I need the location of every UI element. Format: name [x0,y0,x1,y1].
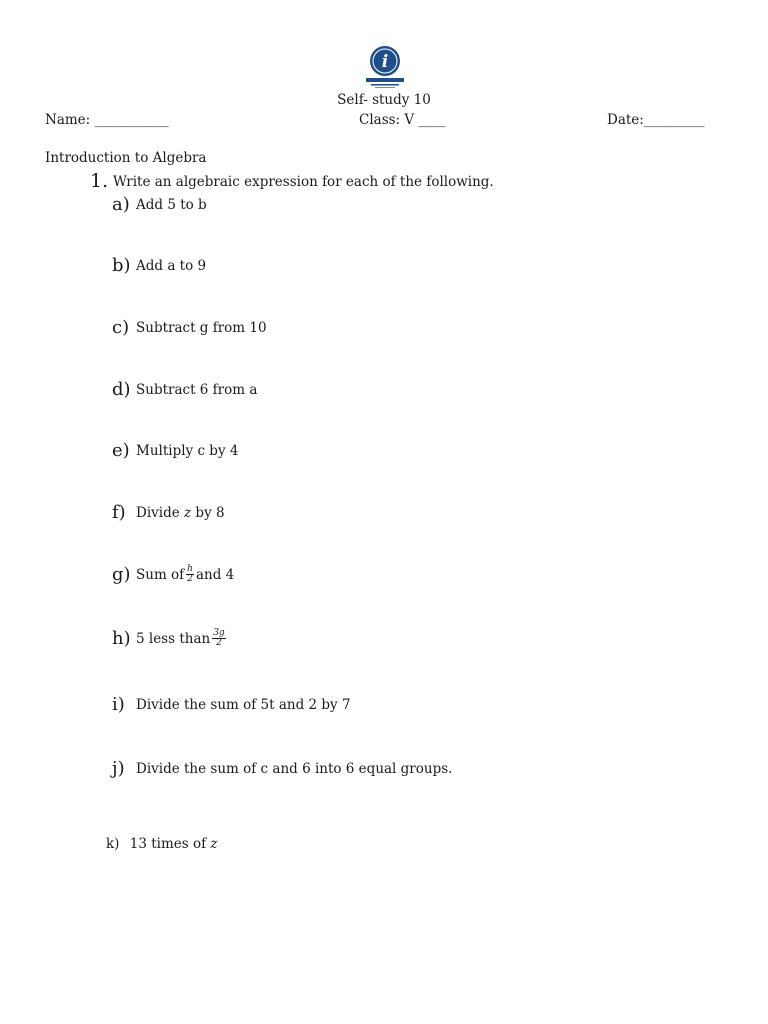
question-item-i [112,694,351,715]
item-label: i) [112,694,125,715]
item-label: h) [112,628,131,649]
page-title: Self- study 10 [337,92,431,108]
item-label: d) [112,379,131,400]
fraction [186,565,194,584]
fraction-numerator: h [187,564,193,574]
item-label: a) [112,194,130,215]
question-number: 1. [90,170,109,192]
fraction [212,629,226,648]
item-label: f) [112,502,126,523]
item-text [136,505,225,521]
item-label: k) [106,836,120,852]
date-field: Date:_________ [607,112,705,128]
name-field: Name: ___________ [45,112,169,128]
item-text-after: and 4 [195,566,235,583]
question-item-g [112,564,234,585]
item-text-before: Sum of [136,566,185,583]
item-label: j) [112,758,125,779]
question-item-h [112,628,228,649]
item-label: c) [112,317,130,338]
question-text: Write an algebraic expression for each of the following. [113,174,494,190]
item-text: Subtract g from 10 [136,319,267,336]
question-item-j [112,758,452,779]
fraction-denominator: 2 [216,638,222,648]
item-text: Subtract 6 from a [136,381,258,398]
item-text: Add a to 9 [136,257,207,274]
item-text-before: 13 times of [129,836,211,852]
item-label: b) [112,255,131,276]
school-logo-icon [361,44,409,92]
item-text [136,629,228,648]
question-item-k [106,836,218,852]
item-text [136,565,234,584]
class-field: Class: V ____ [359,112,446,128]
question-item-c [112,317,267,338]
item-text: Multiply c by 4 [136,442,239,459]
item-variable: z [184,504,192,521]
item-label: e) [112,440,130,461]
fraction-denominator: 2 [187,574,193,584]
item-text-after: by 8 [191,504,225,521]
item-text-before: 5 less than [136,630,211,647]
item-text-before: Divide [136,504,185,521]
item-variable: z [210,836,218,852]
question-item-d [112,379,257,400]
svg-text:i: i [381,52,389,72]
question-item-f [112,502,225,523]
item-text: Divide the sum of c and 6 into 6 equal groups. [136,760,453,777]
fraction-numerator: 3g [213,628,225,638]
item-text: Divide the sum of 5t and 2 by 7 [136,696,351,713]
section-title: Introduction to Algebra [45,150,207,166]
question-item-a [112,194,207,215]
item-text: Add 5 to b [136,196,207,213]
question-item-b [112,255,206,276]
question-item-e [112,440,238,461]
item-label: g) [112,564,131,585]
